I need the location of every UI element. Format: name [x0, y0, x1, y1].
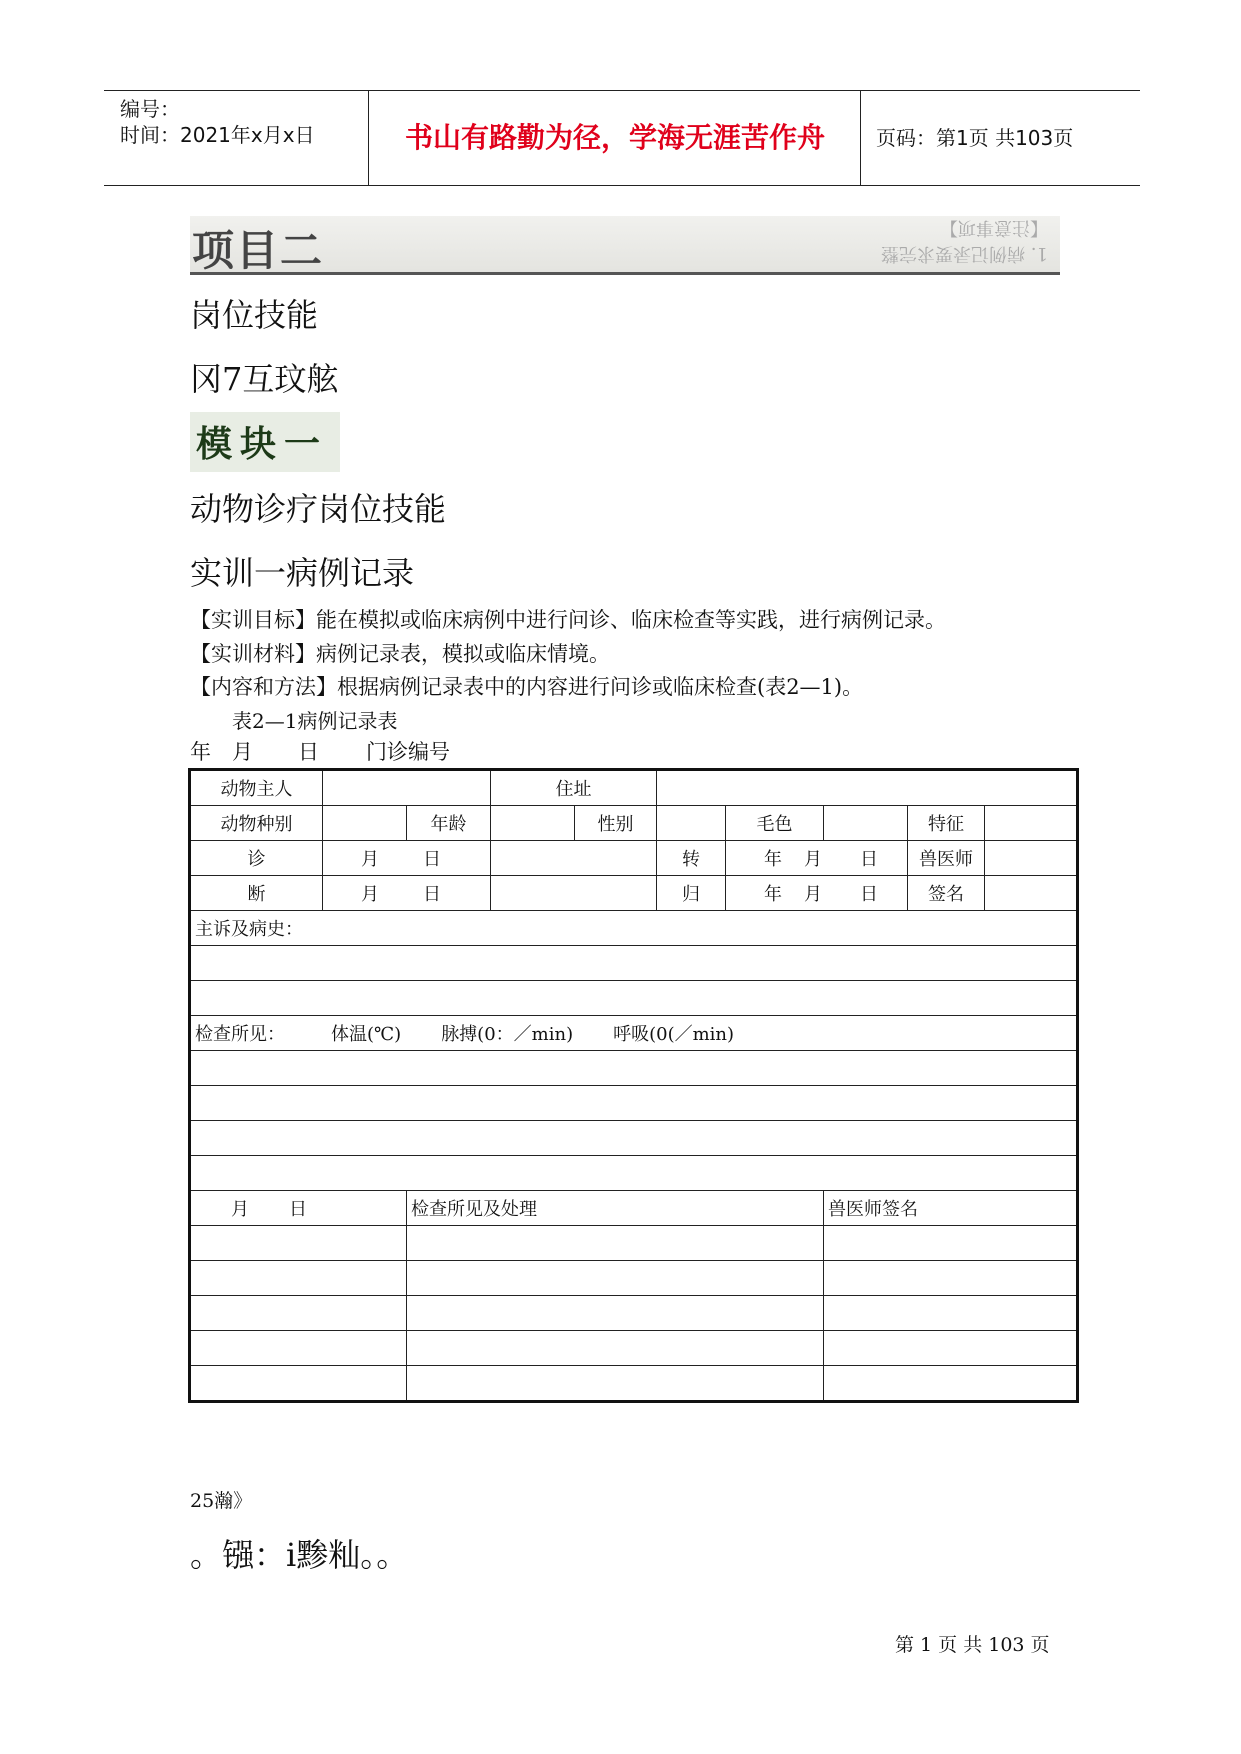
banner-title: 项目二 [192, 226, 325, 275]
transfer-date[interactable]: 年 月 日 [726, 841, 908, 876]
diagnosis-date[interactable]: 月 日 [323, 876, 491, 911]
table-row [190, 806, 1078, 841]
table-row [190, 770, 1078, 806]
motto: 书山有路勤为径，学海无涯苦作舟 [404, 121, 825, 154]
table-caption: 表2—1病例记录表 [232, 709, 398, 733]
case-record-table [188, 768, 1079, 1403]
exam-header [190, 1016, 1078, 1051]
exam-label: 检查所见： [195, 1024, 285, 1045]
history-line[interactable] [190, 946, 1078, 981]
exam-line[interactable] [190, 1051, 1078, 1086]
footnote-garbled-2: 。镪：i黪籼。。 [190, 1536, 409, 1574]
exam-line[interactable] [190, 1121, 1078, 1156]
followup-date[interactable] [190, 1296, 407, 1331]
owner-value[interactable] [323, 770, 491, 806]
followup-sign[interactable] [824, 1226, 1078, 1261]
diagnosis-label-1: 诊 [190, 841, 323, 876]
header-divider [860, 91, 861, 185]
footnote-garbled-1: 25瀚》 [190, 1490, 253, 1512]
transfer-label-1: 转 [657, 841, 726, 876]
transfer-label-2: 归 [657, 876, 726, 911]
table-row [190, 1051, 1078, 1086]
table-row [190, 841, 1078, 876]
followup-sign[interactable] [824, 1331, 1078, 1366]
paragraph-goal: 【实训目标】能在模拟或临床病例中进行问诊、临床检查等实践，进行病例记录。 [190, 608, 946, 632]
table-row [190, 1331, 1078, 1366]
heading-garbled: 冈7互玟舷 [190, 360, 339, 398]
age-label: 年龄 [407, 806, 491, 841]
heading-training: 实训一病例记录 [190, 554, 415, 592]
exam-line[interactable] [190, 1086, 1078, 1121]
followup-date[interactable] [190, 1261, 407, 1296]
project-banner [190, 216, 1060, 275]
number-label: 编号： [120, 97, 180, 121]
banner-ghost-text: 【注意事项】 [940, 217, 1048, 238]
table-row [190, 1366, 1078, 1402]
page-header [104, 90, 1140, 186]
species-label: 动物种别 [190, 806, 323, 841]
owner-label: 动物主人 [190, 770, 323, 806]
findings-header: 检查所见及处理 [407, 1191, 824, 1226]
table-row [190, 1226, 1078, 1261]
header-meta [118, 91, 368, 185]
resp-label: 呼吸(0(／min) [613, 1024, 735, 1045]
table-row [190, 946, 1078, 981]
followup-date[interactable] [190, 1366, 407, 1402]
outpatient-label: 门诊编号 [366, 740, 450, 764]
followup-findings[interactable] [407, 1226, 824, 1261]
page-number: 第 1 页 共 103 页 [895, 1634, 1050, 1656]
heading-diagnosis: 动物诊疗岗位技能 [190, 490, 447, 528]
address-value[interactable] [657, 770, 1078, 806]
followup-findings[interactable] [407, 1296, 824, 1331]
followup-sign[interactable] [824, 1296, 1078, 1331]
paragraph-materials: 【实训材料】病例记录表，模拟或临床情境。 [190, 642, 610, 666]
diagnosis-value[interactable] [491, 876, 657, 911]
vet-signature[interactable] [985, 876, 1078, 911]
table-row [190, 1121, 1078, 1156]
table-row [190, 911, 1078, 946]
diagnosis-label-2: 断 [190, 876, 323, 911]
header-divider [368, 91, 369, 185]
species-value[interactable] [323, 806, 407, 841]
temp-label: 体温(℃) [331, 1024, 402, 1045]
banner-ghost-text: 1. 病例记录要求完整 [881, 243, 1048, 264]
address-label: 住址 [491, 770, 657, 806]
color-value[interactable] [824, 806, 908, 841]
month-label: 月 [232, 740, 253, 764]
feature-value[interactable] [985, 806, 1078, 841]
exam-line[interactable] [190, 1156, 1078, 1191]
followup-findings[interactable] [407, 1331, 824, 1366]
sex-value[interactable] [657, 806, 726, 841]
age-value[interactable] [491, 806, 575, 841]
table-row [190, 876, 1078, 911]
table-row [190, 1261, 1078, 1296]
year-label: 年 [190, 740, 211, 764]
followup-findings[interactable] [407, 1261, 824, 1296]
module-label: 模块一 [196, 424, 329, 465]
followup-sign[interactable] [824, 1261, 1078, 1296]
transfer-date[interactable]: 年 月 日 [726, 876, 908, 911]
vet-sign-header: 兽医师签名 [824, 1191, 1078, 1226]
time-label: 时间：2021年x月x日 [120, 123, 315, 147]
vet-label-2: 签名 [908, 876, 985, 911]
module-badge [190, 412, 340, 472]
table-row [190, 1191, 1078, 1226]
diagnosis-value[interactable] [491, 841, 657, 876]
pulse-label: 脉搏(0：／min) [441, 1024, 574, 1045]
heading-skills: 岗位技能 [190, 296, 319, 334]
table-row [190, 1296, 1078, 1331]
table-row [190, 1156, 1078, 1191]
vet-signature[interactable] [985, 841, 1078, 876]
history-label: 主诉及病史： [190, 911, 1078, 946]
table-row [190, 981, 1078, 1016]
vet-label-1: 兽医师 [908, 841, 985, 876]
followup-findings[interactable] [407, 1366, 824, 1402]
page-label: 页码：第1页 共103页 [876, 126, 1074, 150]
date-header: 月 日 [190, 1191, 407, 1226]
feature-label: 特征 [908, 806, 985, 841]
followup-date[interactable] [190, 1226, 407, 1261]
table-row [190, 1016, 1078, 1051]
paragraph-method: 【内容和方法】根据病例记录表中的内容进行问诊或临床检查(表2—1)。 [190, 675, 864, 699]
diagnosis-date[interactable]: 月 日 [323, 841, 491, 876]
followup-date[interactable] [190, 1331, 407, 1366]
history-line[interactable] [190, 981, 1078, 1016]
color-label: 毛色 [726, 806, 824, 841]
followup-sign[interactable] [824, 1366, 1078, 1402]
day-label: 日 [298, 740, 319, 764]
table-row [190, 1086, 1078, 1121]
sex-label: 性别 [575, 806, 657, 841]
